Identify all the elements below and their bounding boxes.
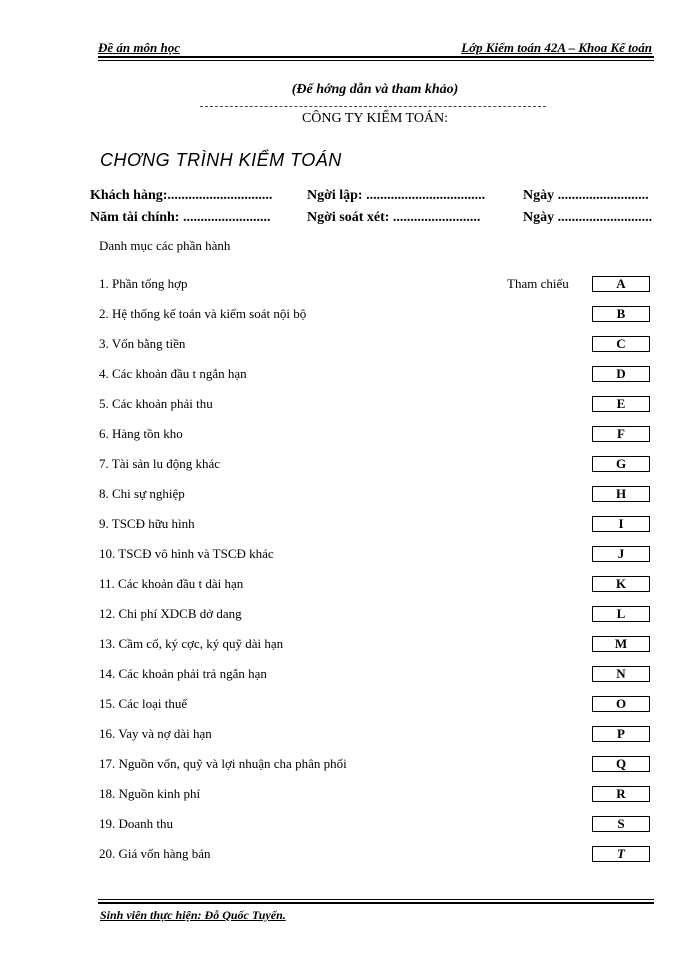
header-rule-thin <box>98 60 654 61</box>
prepared-by-field: Ngời lập: .................................. <box>307 188 486 203</box>
list-item: 2. Hệ thống kế toán và kiểm soát nội bộ <box>99 306 307 321</box>
list-item: 20. Giá vốn hàng bán <box>99 846 211 861</box>
footer-rule <box>98 902 654 904</box>
client-field: Khách hàng:.............................. <box>90 188 273 203</box>
reference-box: G <box>592 456 650 472</box>
list-item: 18. Nguồn kinh phí <box>99 786 201 801</box>
reference-box: P <box>592 726 650 742</box>
footer-rule-thin <box>98 899 654 900</box>
reference-box: D <box>592 366 650 382</box>
reference-box: N <box>592 666 650 682</box>
company-line: CÔNG TY KIỂM TOÁN: <box>301 111 449 126</box>
reference-box: H <box>592 486 650 502</box>
list-item: 10. TSCĐ vô hình và TSCĐ khác <box>99 546 274 561</box>
reference-box: S <box>592 816 650 832</box>
list-item: 6. Hàng tồn kho <box>99 426 183 441</box>
reference-label: Tham chiếu <box>507 276 569 291</box>
reference-box: Q <box>592 756 650 772</box>
reference-box: I <box>592 516 650 532</box>
header-right: Lớp Kiểm toán 42A – Khoa Kế toán <box>461 40 652 55</box>
guide-note: (Để hớng dẫn và tham khảo) <box>291 82 459 97</box>
reference-box: E <box>592 396 650 412</box>
list-item: 3. Vốn bằng tiền <box>99 336 186 351</box>
reference-box: A <box>592 276 650 292</box>
reference-box: T <box>592 846 650 862</box>
reference-box: C <box>592 336 650 352</box>
list-item: 17. Nguồn vốn, quỹ và lợi nhuận cha phân phối <box>99 756 347 771</box>
list-title: Danh mục các phần hành <box>99 238 231 253</box>
reference-box: M <box>592 636 650 652</box>
reference-box: J <box>592 546 650 562</box>
fiscal-year-field: Năm tài chính: ......................... <box>90 210 271 225</box>
date-field-2: Ngày ........................... <box>523 210 653 225</box>
program-title: CHƠNG TRÌNH KIỂM TOÁN <box>100 150 342 170</box>
reference-box: B <box>592 306 650 322</box>
list-item: 9. TSCĐ hữu hình <box>99 516 195 531</box>
list-item: 4. Các khoản đầu t ngắn hạn <box>99 366 247 381</box>
list-item: 8. Chi sự nghiệp <box>99 486 185 501</box>
reference-box: F <box>592 426 650 442</box>
reference-box: R <box>592 786 650 802</box>
list-item: 5. Các khoản phải thu <box>99 396 213 411</box>
reference-box: K <box>592 576 650 592</box>
reviewed-by-field: Ngời soát xét: ......................... <box>307 210 481 225</box>
list-item: 13. Cầm cố, ký cợc, ký quỹ dài hạn <box>99 636 284 651</box>
header-rule <box>98 56 654 58</box>
list-item: 19. Doanh thu <box>99 816 174 831</box>
reference-box: O <box>592 696 650 712</box>
footer-author: Sinh viên thực hiện: Đỗ Quốc Tuyển. <box>100 908 286 922</box>
reference-box: L <box>592 606 650 622</box>
list-item: 12. Chi phí XDCB dở dang <box>99 606 242 621</box>
header-left: Đề án môn học <box>98 40 180 55</box>
list-item: 1. Phần tổng hợp <box>99 276 188 291</box>
list-item: 15. Các loại thuế <box>99 696 188 711</box>
dashed-divider <box>200 106 546 107</box>
list-item: 16. Vay và nợ dài hạn <box>99 726 212 741</box>
list-item: 14. Các khoản phải trả ngắn hạn <box>99 666 267 681</box>
list-item: 7. Tài sản lu động khác <box>99 456 221 471</box>
date-field-1: Ngày .......................... <box>523 188 649 203</box>
list-item: 11. Các khoản đầu t dài hạn <box>99 576 244 591</box>
